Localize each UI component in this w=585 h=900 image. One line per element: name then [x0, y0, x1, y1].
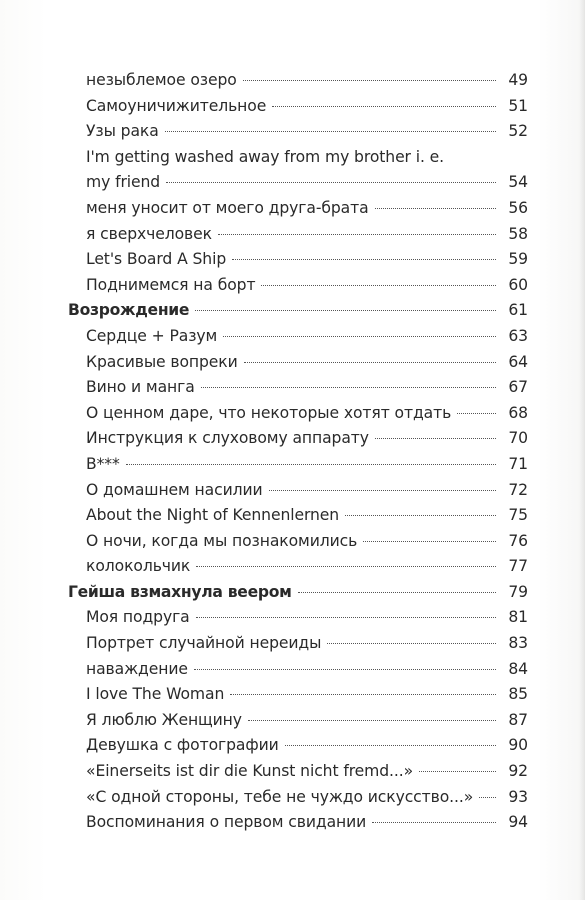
toc-entry-title: О домашнем насилии: [86, 480, 263, 499]
toc-entry-title: Самоуничижительное: [86, 96, 267, 115]
toc-entry-row: [68, 375, 528, 401]
toc-entry-row: [68, 733, 528, 759]
toc-entry-title: About the Night of Kennenlernen: [86, 506, 340, 525]
toc-entry-row: [68, 478, 528, 504]
toc-leader-dots: [248, 720, 496, 721]
toc-entry-title: Я люблю Женщину: [86, 710, 242, 729]
toc-leader-dots: [223, 336, 496, 337]
toc-entry-row: [68, 657, 528, 683]
toc-entry: [68, 478, 528, 504]
toc-entry-page-number: 92: [508, 762, 528, 781]
toc-leader-dots: [419, 771, 496, 772]
toc-entry-title: незыблемое озеро: [86, 71, 237, 89]
toc-leader-dots: [194, 669, 496, 670]
toc-entry-title: I love The Woman: [86, 685, 225, 704]
toc-entry-page-number: 79: [508, 582, 528, 601]
toc-entry: [68, 452, 528, 478]
toc-entry-page-number: 83: [508, 634, 528, 653]
toc-leader-dots: [345, 515, 496, 516]
toc-leader-dots: [375, 208, 496, 209]
toc-entry-title: О ценном даре, что некоторые хотят отдать: [86, 403, 452, 422]
toc-entry-title: Возрождение: [68, 301, 190, 320]
toc-entry-row: [68, 119, 528, 145]
toc-entry-page-number: 51: [508, 96, 528, 115]
toc-entry: [68, 401, 528, 427]
toc-entry-row: [68, 605, 528, 631]
toc-leader-dots: [230, 694, 496, 695]
toc-entry-page-number: 77: [508, 557, 528, 576]
toc-entry-page-number: 93: [508, 787, 528, 806]
toc-entry-row: [68, 529, 528, 555]
toc-entry-row: [68, 708, 528, 734]
toc-entry: [68, 605, 528, 631]
toc-entry-title: Узы рака: [86, 122, 159, 141]
toc-leader-dots: [243, 80, 496, 81]
toc-leader-dots: [372, 822, 496, 823]
toc-entry-row: [68, 452, 528, 478]
toc-leader-dots: [261, 285, 496, 286]
toc-leader-dots: [126, 464, 496, 465]
toc-entry: [68, 682, 528, 708]
toc-entry: [68, 529, 528, 555]
toc-entry-title: Инструкция к слуховому аппарату: [86, 429, 369, 448]
toc-leader-dots: [232, 259, 496, 260]
toc-entry-row: [68, 350, 528, 376]
toc-entry-title: Воспоминания о первом свидании: [86, 813, 367, 832]
toc-entry: [68, 375, 528, 401]
toc-entry-title: Портрет случайной нереиды: [86, 634, 322, 653]
toc-entry-title-line: I'm getting washed away from my brother i. e.: [86, 147, 445, 166]
toc-entry: [68, 94, 528, 120]
toc-entry-page-number: 75: [508, 506, 528, 525]
toc-entry-page-number: 84: [508, 659, 528, 678]
toc-entry-row: [68, 810, 528, 836]
toc-entry-title: Вино и манга: [86, 378, 195, 397]
toc-entry: [68, 810, 528, 836]
toc-entry: [68, 657, 528, 683]
toc-entry-title: «С одной стороны, тебе не чуждо искусство...»: [86, 787, 474, 806]
toc-entry-title: колокольчик: [86, 557, 191, 576]
toc-entry: [68, 631, 528, 657]
toc-entry-row: [68, 324, 528, 350]
toc-entry-page-number: 90: [508, 736, 528, 755]
toc-entry-page-number: 72: [508, 480, 528, 499]
toc-entry-row: [68, 68, 528, 94]
toc-entry: [68, 708, 528, 734]
toc-leader-dots: [165, 131, 496, 132]
toc-entry: [68, 733, 528, 759]
toc-leader-dots: [195, 310, 496, 311]
toc-leader-dots: [285, 745, 496, 746]
toc-entry-title: Сердце + Разум: [86, 326, 218, 345]
toc-entry-page-number: 81: [508, 608, 528, 627]
toc-entry-page-number: 52: [508, 122, 528, 141]
toc-leader-dots: [375, 438, 496, 439]
toc-entry: [68, 503, 528, 529]
toc-leader-dots: [201, 387, 496, 388]
toc-entry-page-number: 71: [508, 454, 528, 473]
toc-entry-page-number: 58: [508, 224, 528, 243]
toc-entry-page-number: 49: [508, 71, 528, 89]
toc-section-heading: [68, 580, 528, 606]
toc-entry-page-number: 67: [508, 378, 528, 397]
toc-entry: [68, 785, 528, 811]
toc-entry-title: «Einerseits ist dir die Kunst nicht fremd...»: [86, 762, 414, 781]
toc-leader-dots: [363, 541, 496, 542]
toc-entry-title: Моя подруга: [86, 608, 190, 627]
toc-entry-row: [68, 682, 528, 708]
toc-entry-row: [68, 196, 528, 222]
toc-entry-row: [68, 580, 528, 606]
toc-entry-row: [68, 298, 528, 324]
toc-entry-title: my friend: [86, 173, 161, 192]
toc-entry-page-number: 63: [508, 326, 528, 345]
toc-leader-dots: [479, 797, 496, 798]
toc-entry: [68, 350, 528, 376]
toc-leader-dots: [196, 566, 496, 567]
page-edge-shadow: [579, 0, 585, 900]
toc-entry: [68, 759, 528, 785]
toc-entry-row: [68, 222, 528, 248]
toc-leader-dots: [298, 592, 496, 593]
toc-entry-title: Девушка с фотографии: [86, 736, 279, 755]
toc-entry-title: наваждение: [86, 659, 188, 678]
toc-entry-page-number: 56: [508, 198, 528, 217]
toc-entry-row: [68, 273, 528, 299]
toc-entry-row: [68, 554, 528, 580]
toc-leader-dots: [196, 617, 496, 618]
toc-entry-title: Красивые вопреки: [86, 352, 238, 371]
toc-entry-page-number: 85: [508, 685, 528, 704]
toc-entry-page-number: 54: [508, 173, 528, 192]
toc-leader-dots: [269, 490, 496, 491]
toc-leader-dots: [166, 182, 496, 183]
toc-section-heading: [68, 298, 528, 324]
toc-entry-title: О ночи, когда мы познакомились: [86, 531, 358, 550]
toc-entry: [68, 145, 528, 196]
toc-entry-page-number: 60: [508, 275, 528, 294]
toc-leader-dots: [457, 413, 496, 414]
toc-entry-row: [68, 401, 528, 427]
toc-entry-title: Поднимемся на борт: [86, 275, 256, 294]
toc-entry: [68, 324, 528, 350]
toc-entry: [68, 68, 528, 94]
toc-entry: [68, 426, 528, 452]
toc-entry-row: [68, 426, 528, 452]
toc-entry-title: Let's Board A Ship: [86, 250, 227, 269]
toc-entry: [68, 554, 528, 580]
toc-entry-page-number: 76: [508, 531, 528, 550]
toc-entry: [68, 273, 528, 299]
toc-entry-page-number: 61: [508, 301, 528, 320]
toc-entry-row: [68, 170, 528, 196]
toc-entry-title: я сверхчеловек: [86, 224, 212, 243]
toc-entry-page-number: 87: [508, 710, 528, 729]
toc-entry-title: Гейша взмахнула веером: [68, 582, 292, 601]
toc-leader-dots: [272, 106, 496, 107]
toc-entry-title: В***: [86, 454, 120, 473]
toc-entry-row: [68, 503, 528, 529]
toc-entry: [68, 119, 528, 145]
toc-entry-page-number: 64: [508, 352, 528, 371]
toc-entry: [68, 247, 528, 273]
toc-entry-page-number: 70: [508, 429, 528, 448]
toc-leader-dots: [244, 362, 496, 363]
toc-entry: [68, 196, 528, 222]
toc-entry-page-number: 68: [508, 403, 528, 422]
table-of-contents: [68, 68, 528, 836]
toc-entry-row: [68, 631, 528, 657]
toc-entry-page-number: 94: [508, 813, 528, 832]
toc-leader-dots: [218, 234, 496, 235]
toc-entry-row: [68, 785, 528, 811]
toc-leader-dots: [327, 643, 496, 644]
toc-entry-title: меня уносит от моего друга-брата: [86, 198, 369, 217]
toc-entry-row: [68, 247, 528, 273]
toc-entry-row: [68, 94, 528, 120]
toc-entry-page-number: 59: [508, 250, 528, 269]
toc-entry: [68, 222, 528, 248]
toc-entry-row: [68, 759, 528, 785]
